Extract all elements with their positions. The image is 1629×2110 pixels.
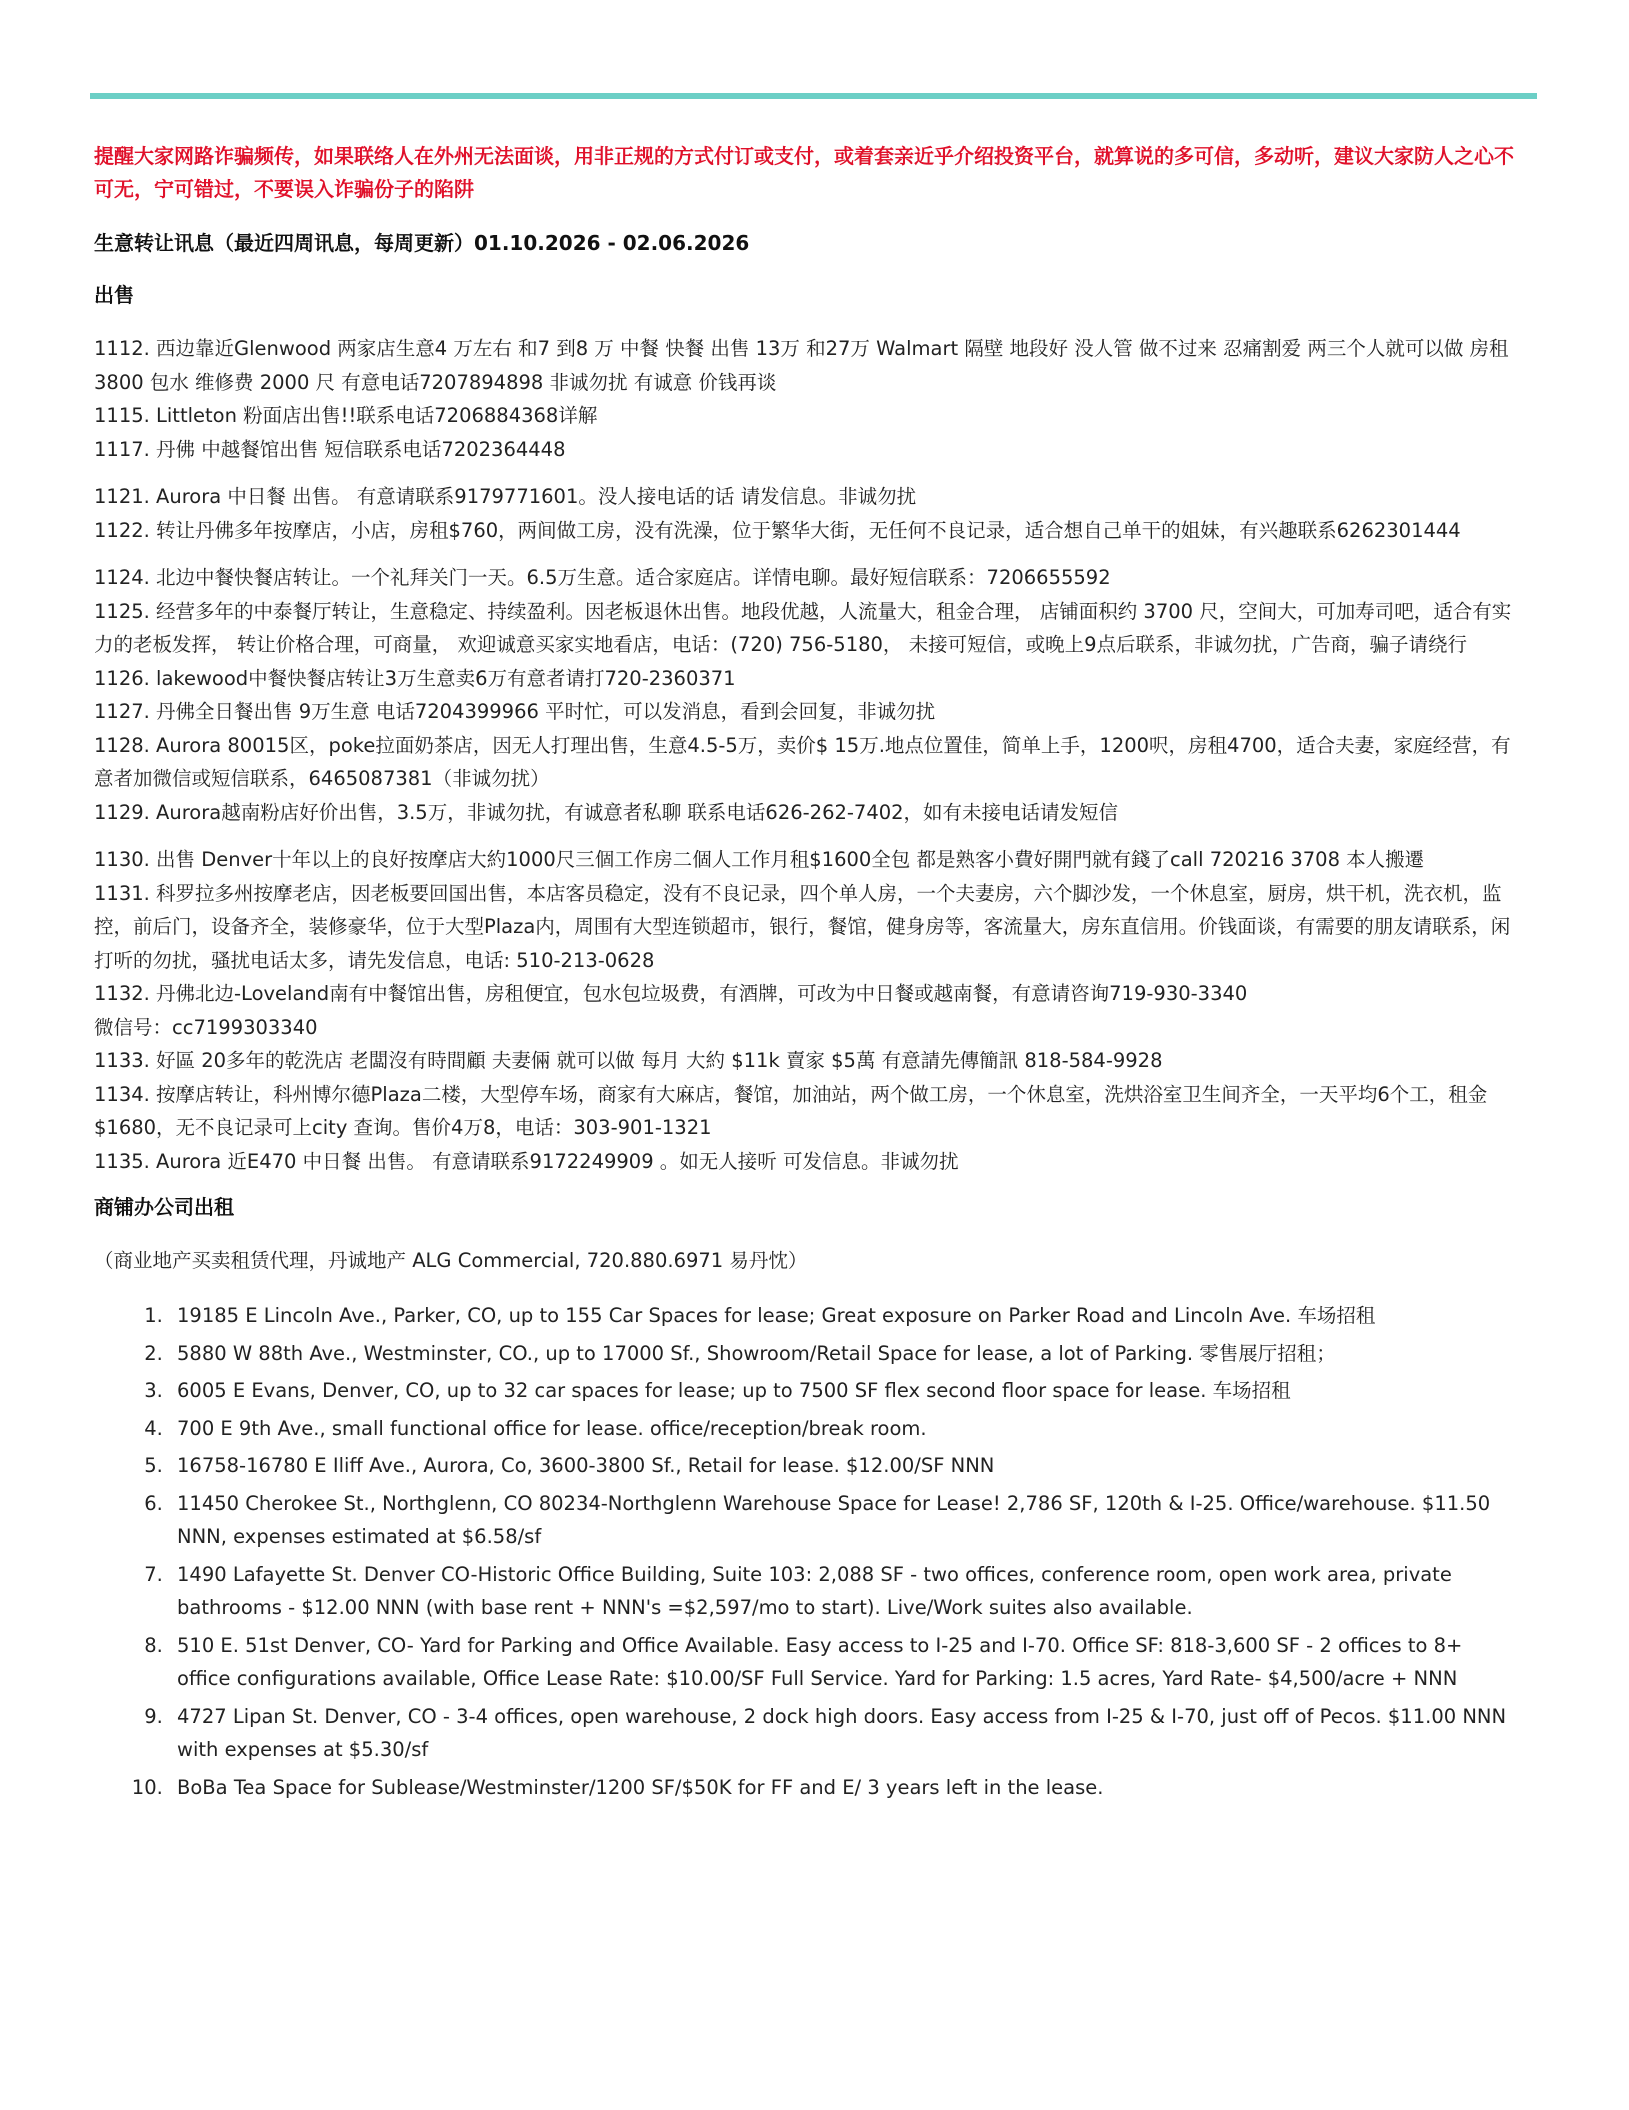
lease-item: 3. 6005 E Evans, Denver, CO, up to 32 car spaces for lease; up to 7500 SF flex second floor space for lease. 车场招租 [169,1374,1514,1408]
lease-list [94,1299,1514,1804]
lease-item: 8. 510 E. 51st Denver, CO- Yard for Parking and Office Available. Easy access to I-25 and I-70. Office SF: 818-3,600 SF - 2 offices to 8+ office configurations available, Office Lease Rate: $10.00/SF Full Service. Yard for Parking: 1.5 acres, Yard Rate- $4,500/acre + NNN [169,1629,1514,1696]
sale-listings [94,332,1514,1178]
sale-group [94,332,1514,466]
sale-heading: 出售 [94,283,134,307]
sale-listing: 1112. 西边靠近Glenwood 两家店生意4 万左右 和7 到8 万 中餐 快餐 出售 13万 和27万 Walmart 隔壁 地段好 没人管 做不过来 忍痛割爱 两三个人就可以做 房租3800 包水 维修费 2000 尺 有意电话7207894898 非诚勿扰 有诚意 价钱再谈 [94,337,1509,394]
lease-item: 5. 16758-16780 E Iliff Ave., Aurora, Co, 3600-3800 Sf., Retail for lease. $12.00/SF NNN [169,1449,1514,1483]
sale-listing: 1122. 转让丹佛多年按摩店，小店，房租$760，两间做工房，没有洗澡，位于繁华大街，无任何不良记录，适合想自己单干的姐妹，有兴趣联系6262301444 [94,518,1461,542]
content [94,140,1514,1808]
lease-agent-note: （商业地产买卖租赁代理，丹诚地产 ALG Commercial, 720.880.6971 易丹忱） [94,1249,808,1272]
lease-item: 2. 5880 W 88th Ave., Westminster, CO., up to 17000 Sf., Showroom/Retail Space for lease, a lot of Parking. 零售展厅招租； [169,1337,1514,1371]
sale-listing: 微信号：cc7199303340 [94,1015,318,1039]
top-divider [90,93,1537,99]
sale-listing: 1121. Aurora 中日餐 出售。 有意请联系9179771601。没人接电话的话 请发信息。非诚勿扰 [94,485,917,508]
sale-group [94,561,1514,829]
sale-listing: 1131. 科罗拉多州按摩老店，因老板要回国出售，本店客员稳定，没有不良记录，四个单人房，一个夫妻房，六个脚沙发，一个休息室，厨房，烘干机，洗衣机，监控，前后门，设备齐全，装修豪华，位于大型Plaza内，周围有大型连锁超市，银行，餐馆，健身房等，客流量大，房东直信用。价钱面谈，有需要的朋友请联系，闲打听的勿扰，骚扰电话太多，请先发信息，电话: 510-213-0628 [94,881,1511,972]
lease-item: 4. 700 E 9th Ave., small functional office for lease. office/reception/break room. [169,1412,1514,1446]
lease-item: 1. 19185 E Lincoln Ave., Parker, CO, up to 155 Car Spaces for lease; Great exposure on Parker Road and Lincoln Ave. 车场招租 [169,1299,1514,1333]
lease-item: 10. BoBa Tea Space for Sublease/Westminster/1200 SF/$50K for FF and E/ 3 years left in the lease. [169,1771,1514,1805]
sale-listing: 1129. Aurora越南粉店好价出售，3.5万，非诚勿扰，有诚意者私聊 联系电话626-262-7402，如有未接电话请发短信 [94,800,1119,824]
sale-listing: 1126. lakewood中餐快餐店转让3万生意卖6万有意者请打720-2360371 [94,666,736,690]
sale-listing: 1124. 北边中餐快餐店转让。一个礼拜关门一天。6.5万生意。适合家庭店。详情电聊。最好短信联系：7206655592 [94,566,1111,589]
sale-listing: 1130. 出售 Denver十年以上的良好按摩店大約1000尺三個工作房二個人工作月租$1600全包 都是熟客小費好開門就有錢了call 720216 3708 本人搬遷 [94,848,1425,871]
sale-listing: 1135. Aurora 近E470 中日餐 出售。 有意请联系9172249909 。如无人接听 可发信息。非诚勿扰 [94,1149,959,1173]
fraud-warning: 提醒大家网路诈骗频传，如果联络人在外州无法面谈，用非正规的方式付订或支付，或着套亲近乎介绍投资平台，就算说的多可信，多动听，建议大家防人之心不可无，宁可错过，不要误入诈骗份子的陷阱 [94,144,1514,201]
lease-heading: 商铺办公司出租 [94,1195,234,1219]
sale-listing: 1117. 丹佛 中越餐馆出售 短信联系电话7202364448 [94,437,566,461]
sale-listing: 1132. 丹佛北边-Loveland南有中餐馆出售，房租便宜，包水包垃圾费，有酒牌，可改为中日餐或越南餐，有意请咨询719-930-3340 [94,982,1248,1005]
transfer-heading: 生意转让讯息（最近四周讯息，每周更新）01.10.2026 - 02.06.2026 [94,231,750,255]
lease-item: 7. 1490 Lafayette St. Denver CO-Historic Office Building, Suite 103: 2,088 SF - two offices, conference room, open work area, private bathrooms - $12.00 NNN (with base rent + NNN's =$2,597/mo to start). Live/Work suites also available. [169,1558,1514,1625]
sale-listing: 1134. 按摩店转让，科州博尔德Plaza二楼，大型停车场，商家有大麻店，餐馆，加油站，两个做工房，一个休息室，洗烘浴室卫生间齐全，一天平均6个工，租金$1680，无不良记录可上city 查询。售价4万8，电话：303-901-1321 [94,1082,1488,1139]
sale-listing: 1125. 经营多年的中泰餐厅转让，生意稳定、持续盈利。因老板退休出售。地段优越，人流量大，租金合理， 店铺面积约 3700 尺，空间大，可加寿司吧，适合有实力的老板发挥， 转让价格合理，可商量， 欢迎诚意买家实地看店，电话：(720) 756-5180， 未接可短信，或晚上9点后联系，非诚勿扰，广告商，骗子请绕行 [94,599,1512,656]
lease-item: 6. 11450 Cherokee St., Northglenn, CO 80234-Northglenn Warehouse Space for Lease! 2,786 SF, 120th & I-25. Office/warehouse. $11.50 NNN, expenses estimated at $6.58/sf [169,1487,1514,1554]
sale-listing: 1115. Littleton 粉面店出售!!联系电话7206884368详解 [94,404,598,427]
sale-listing: 1127. 丹佛全日餐出售 9万生意 电话7204399966 平时忙，可以发消息，看到会回复，非诚勿扰 [94,700,936,723]
sale-listing: 1128. Aurora 80015区，poke拉面奶茶店，因无人打理出售，生意4.5-5万，卖价$ 15万.地点位置佳，简单上手，1200呎，房租4700，适合夫妻，家庭经营，有意者加微信或短信联系，6465087381（非诚勿扰） [94,733,1511,790]
lease-item: 9. 4727 Lipan St. Denver, CO - 3-4 offices, open warehouse, 2 dock high doors. Easy access from I-25 & I-70, just off of Pecos. $11.00 NNN with expenses at $5.30/sf [169,1700,1514,1767]
sale-listing: 1133. 好區 20多年的乾洗店 老闆沒有時間顧 夫妻倆 就可以做 每月 大約 $11k 賣家 $5萬 有意請先傳簡訊 818-584-9928 [94,1049,1163,1072]
sale-group [94,480,1514,547]
sale-group [94,843,1514,1178]
